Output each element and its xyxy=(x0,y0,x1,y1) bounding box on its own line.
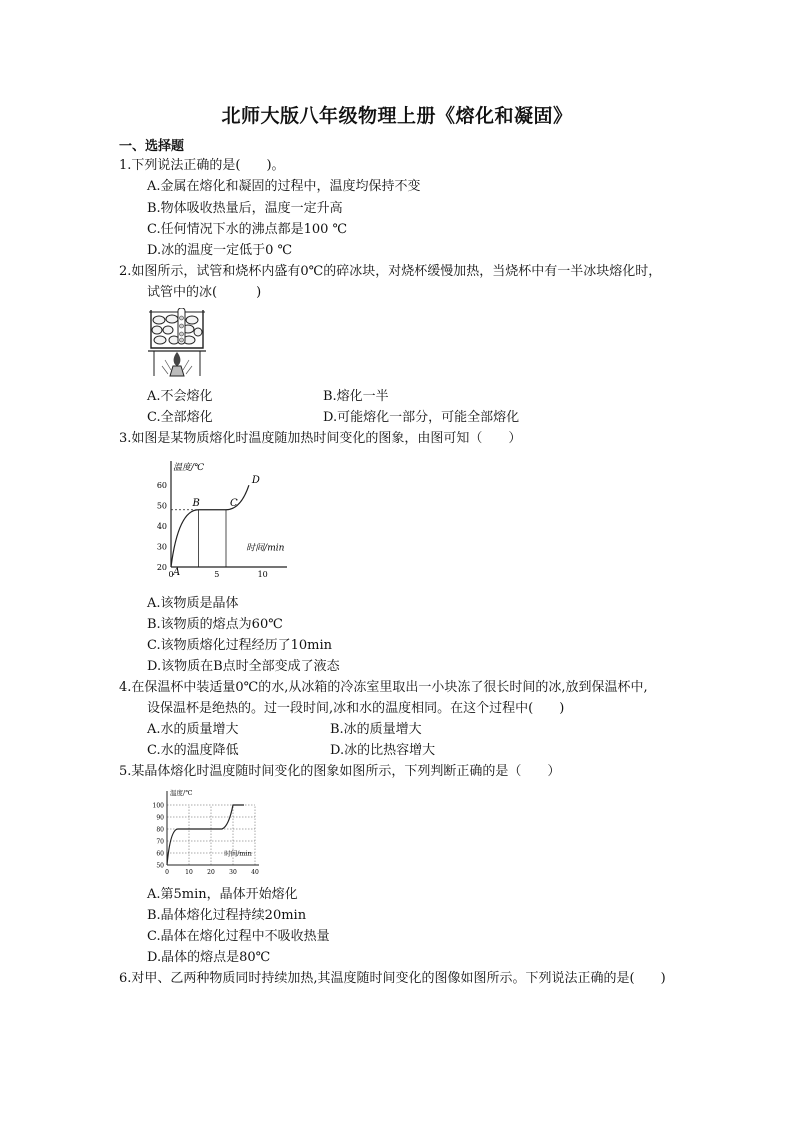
y-tick-label: 20 xyxy=(156,563,167,572)
melting-chart-1 xyxy=(147,455,297,583)
q2-option-c: C.全部熔化 xyxy=(147,410,213,425)
x-tick-label: 10 xyxy=(185,869,193,876)
x-tick-label: 20 xyxy=(207,869,215,876)
x-axis-label: 时间/min xyxy=(246,543,285,554)
y-tick-label: 60 xyxy=(156,850,164,858)
q2-stem-line2: 试管中的冰( ) xyxy=(147,285,262,300)
q3-option-b: B.该物质的熔点为60℃ xyxy=(147,617,283,632)
y-axis-label: 温度/℃ xyxy=(170,789,193,797)
y-tick-label: 80 xyxy=(156,826,164,834)
y-tick-label: 90 xyxy=(156,814,164,822)
point-label-c: C xyxy=(230,497,238,509)
q5-option-c: C.晶体在熔化过程中不吸收热量 xyxy=(147,929,330,944)
y-tick-label: 70 xyxy=(156,838,164,846)
q2-option-a: A.不会熔化 xyxy=(147,389,213,404)
x-tick-label: 10 xyxy=(257,570,268,579)
q4-stem-line2: 设保温杯是绝热的。过一段时间,冰和水的温度相同。在这个过程中( ) xyxy=(147,701,565,716)
q5-stem: 5.某晶体熔化时温度随时间变化的图象如图所示，下列判断正确的是（ ） xyxy=(119,764,561,779)
page-title: 北师大版八年级物理上册《熔化和凝固》 xyxy=(221,105,573,127)
q4-option-b: B.冰的质量增大 xyxy=(330,722,422,737)
x-tick-label: 0 xyxy=(165,869,169,876)
x-tick-label: 5 xyxy=(214,570,220,579)
q1-option-d: D.冰的温度一定低于0 ℃ xyxy=(147,243,293,258)
y-axis-label: 温度/℃ xyxy=(173,463,205,473)
q3-stem: 3.如图是某物质熔化时温度随加热时间变化的图象，由图可知（ ） xyxy=(119,431,522,446)
q4-stem-line1: 4.在保温杯中装适量0℃的水,从冰箱的冷冻室里取出一小块冻了很长时间的冰,放到保温杯中, xyxy=(119,680,648,695)
q5-option-a: A.第5min，晶体开始熔化 xyxy=(147,887,298,902)
q1-option-a: A.金属在熔化和凝固的过程中，温度均保持不变 xyxy=(147,179,421,194)
q3-option-a: A.该物质是晶体 xyxy=(147,596,239,611)
q2-option-b: B.熔化一半 xyxy=(323,389,389,404)
q1-option-c: C.任何情况下水的沸点都是100 ℃ xyxy=(147,222,348,237)
y-tick-label: 50 xyxy=(156,501,167,511)
x-tick-label: 0 xyxy=(168,570,174,579)
point-label-b: B xyxy=(192,497,200,509)
point-label-a: A xyxy=(173,567,181,578)
curve-segment-ab xyxy=(171,510,199,567)
q5-option-b: B.晶体熔化过程持续20min xyxy=(147,908,307,923)
point-label-d: D xyxy=(251,475,260,487)
q3-option-c: C.该物质熔化过程经历了10min xyxy=(147,638,333,653)
x-tick-label: 30 xyxy=(229,869,237,876)
q4-option-d: D.冰的比热容增大 xyxy=(330,743,436,758)
q6-stem: 6.对甲、乙两种物质同时持续加热,其温度随时间变化的图像如图所示。下列说法正确的是( ) xyxy=(119,971,666,986)
section-heading: 一、选择题 xyxy=(119,139,185,154)
x-axis-label: 时间/min xyxy=(224,849,252,858)
y-tick-label: 30 xyxy=(156,542,167,552)
q3-option-d: D.该物质在B点时全部变成了液态 xyxy=(147,659,340,674)
beaker-figure xyxy=(148,308,206,378)
y-tick-label: 40 xyxy=(156,522,167,532)
q4-option-c: C.水的温度降低 xyxy=(147,743,239,758)
y-tick-label: 100 xyxy=(152,802,164,810)
y-tick-label: 60 xyxy=(156,481,167,491)
x-tick-label: 40 xyxy=(251,869,259,876)
q2-stem-line1: 2.如图所示，试管和烧杯内盛有0℃的碎冰块，对烧杯缓慢加热，当烧杯中有一半冰块熔化时， xyxy=(119,264,662,279)
q1-option-b: B.物体吸收热量后，温度一定升高 xyxy=(147,201,343,216)
q5-option-d: D.晶体的熔点是80℃ xyxy=(147,950,271,965)
melting-chart-2 xyxy=(151,787,263,881)
q4-option-a: A.水的质量增大 xyxy=(147,722,239,737)
q2-option-d: D.可能熔化一部分，可能全部熔化 xyxy=(323,410,520,425)
q1-stem: 1.下列说法正确的是( )。 xyxy=(119,158,285,173)
y-tick-label: 50 xyxy=(156,862,164,870)
